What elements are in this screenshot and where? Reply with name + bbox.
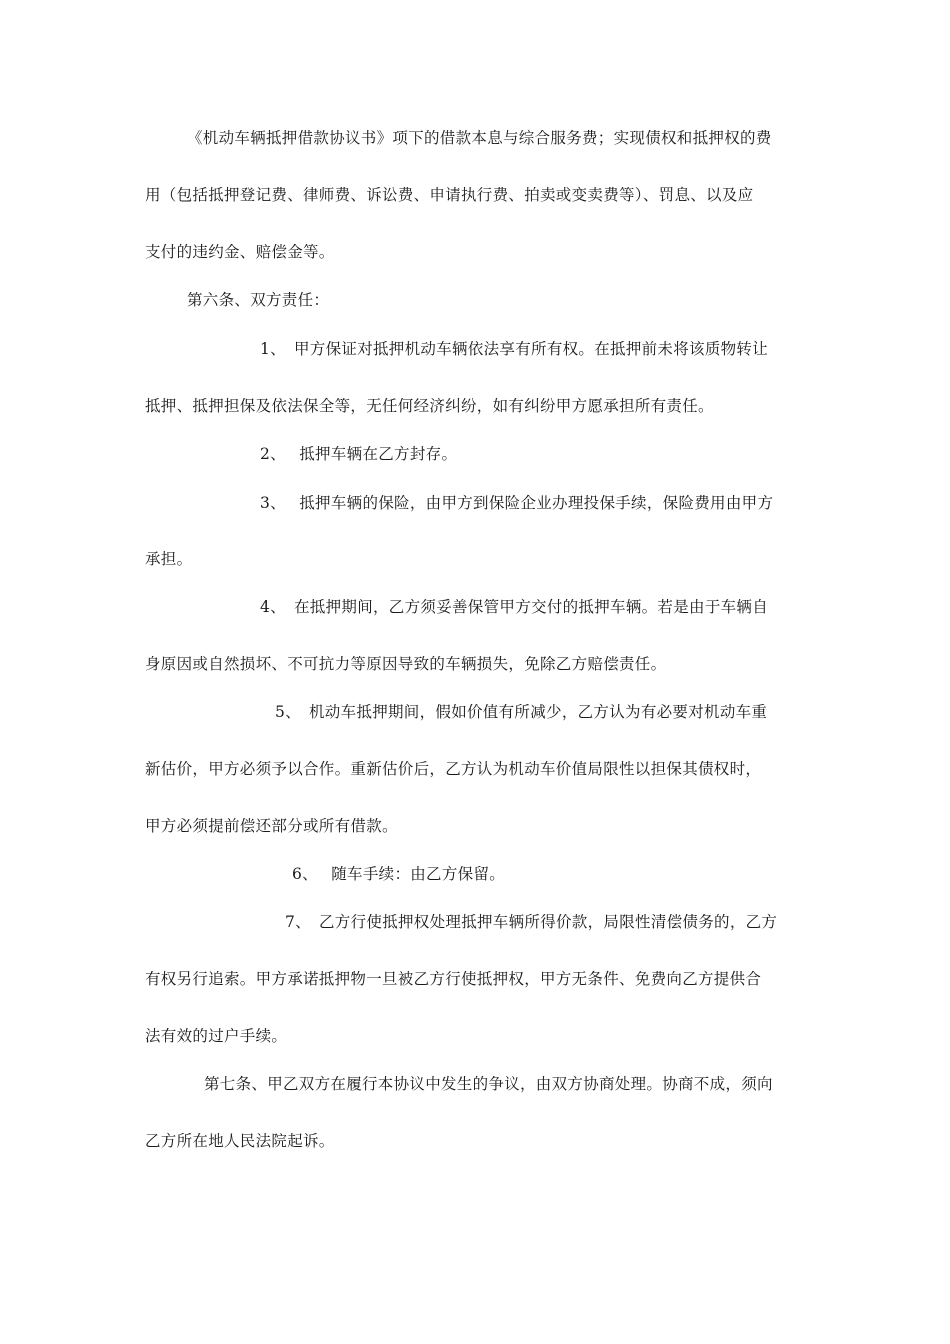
paragraph-line: 抵押、抵押担保及依法保全等，无任何经济纠纷，如有纠纷甲方愿承担所有责任。 bbox=[145, 397, 714, 415]
paragraph-line: 有权另行追索。甲方承诺抵押物一旦被乙方行使抵押权，甲方无条件、免费向乙方提供合 bbox=[145, 970, 762, 988]
paragraph-line: 新估价，甲方必须予以合作。重新估价后，乙方认为机动车价值局限性以担保其债权时， bbox=[145, 760, 762, 778]
article-heading: 第六条、双方责任： bbox=[187, 291, 330, 309]
list-item-line: 7、 乙方行使抵押权处理抵押车辆所得价款，局限性清偿债务的，乙方 bbox=[285, 913, 778, 931]
paragraph-line: 法有效的过户手续。 bbox=[145, 1027, 288, 1045]
list-item-line: 6、 随车手续：由乙方保留。 bbox=[292, 865, 506, 883]
paragraph-line: 《机动车辆抵押借款协议书》项下的借款本息与综合服务费；实现债权和抵押权的费 bbox=[187, 129, 772, 147]
list-item-line: 5、 机动车抵押期间，假如价值有所减少，乙方认为有必要对机动车重 bbox=[275, 703, 768, 721]
paragraph-line: 承担。 bbox=[145, 550, 193, 568]
paragraph-line: 乙方所在地人民法院起诉。 bbox=[145, 1132, 335, 1150]
paragraph-line: 甲方必须提前偿还部分或所有借款。 bbox=[145, 817, 398, 835]
paragraph-line: 身原因或自然损坏、不可抗力等原因导致的车辆损失，免除乙方赔偿责任。 bbox=[145, 655, 667, 673]
paragraph-line: 用（包括抵押登记费、律师费、诉讼费、申请执行费、拍卖或变卖费等）、罚息、以及应 bbox=[145, 186, 754, 204]
list-item-line: 3、 抵押车辆的保险，由甲方到保险企业办理投保手续，保险费用由甲方 bbox=[260, 494, 774, 512]
list-item-line: 4、 在抵押期间，乙方须妥善保管甲方交付的抵押车辆。若是由于车辆自 bbox=[260, 598, 769, 616]
paragraph-line: 支付的违约金、赔偿金等。 bbox=[145, 243, 335, 261]
list-item-line: 2、 抵押车辆在乙方封存。 bbox=[260, 445, 458, 463]
article-heading: 第七条、甲乙双方在履行本协议中发生的争议，由双方协商处理。协商不成，须向 bbox=[204, 1075, 773, 1093]
list-item-line: 1、 甲方保证对抵押机动车辆依法享有所有权。在抵押前未将该质物转让 bbox=[260, 340, 769, 358]
